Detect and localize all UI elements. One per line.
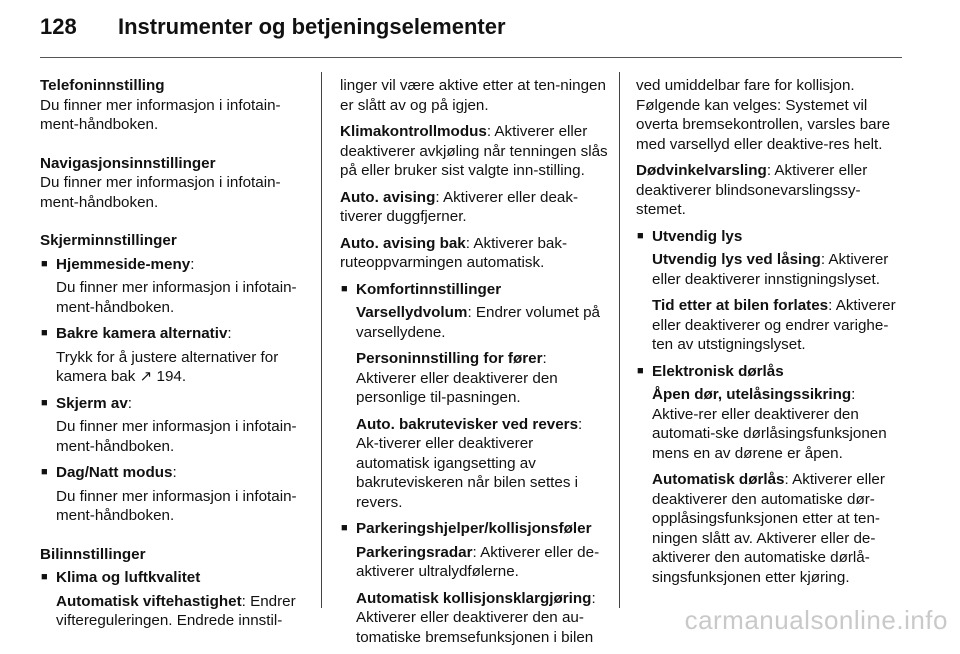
item-term: Hjemmeside-meny — [56, 255, 191, 273]
paragraph — [340, 234, 608, 273]
column-divider — [321, 72, 322, 608]
section-navigasjon — [40, 154, 308, 213]
item-suffix: : — [227, 325, 232, 342]
term: Automatisk dørlås — [652, 471, 785, 488]
continued-text: linger vil være aktive etter at ten-ningen er slått av og på igjen. — [340, 77, 606, 114]
section-telefon — [40, 76, 308, 135]
list-item — [40, 394, 308, 457]
item-desc — [56, 592, 308, 631]
paragraph — [340, 122, 608, 181]
term-desc: : Aktiverer eller deaktiverer avkjøling når tenningen slås på eller bruker sist valgte inn-stilling. — [340, 123, 608, 179]
item-desc: Du finner mer informasjon i infotain-ment-håndboken. — [56, 418, 297, 455]
column-1 — [40, 76, 308, 650]
term: Dødvinkelvarsling — [636, 162, 767, 179]
term-desc: : Aktiverer eller deaktiverer blindsonevarslingssy-stemet. — [636, 162, 868, 218]
list-item — [636, 362, 904, 588]
term-desc: : Aktiverer eller deaktiverer og endrer varighe-ten av utstigningslyset. — [652, 297, 896, 353]
watermark: carmanualsonline.info — [684, 605, 948, 635]
section-heading: Bilinnstillinger — [40, 545, 146, 563]
term-desc: : Endrer volumet på varsellydene. — [356, 304, 600, 341]
section-bil — [40, 545, 308, 631]
item-desc — [652, 250, 904, 289]
term-desc: : Aktiverer eller deaktiverer innstigningslyset. — [652, 251, 889, 288]
continued-text: ved umiddelbar fare for kollisjon. Følgende kan velges: Systemet vil overta bremsekontrollen, varsles bare med varsellyd eller deaktive-res helt. — [636, 77, 891, 153]
column-3 — [636, 76, 904, 594]
term: Auto. bakrutevisker ved revers — [356, 415, 579, 433]
term: Åpen dør, utelåsingssikring — [652, 386, 852, 403]
term-desc: : Aktiverer eller deaktiverer den personlige til-pasningen. — [356, 350, 558, 406]
item-desc — [356, 303, 608, 342]
item-suffix: : — [127, 394, 133, 412]
list-item — [40, 463, 308, 526]
term: Utvendig lys ved låsing — [652, 251, 821, 268]
term-desc: : Ak-tiverer eller deaktiverer automatisk igangsetting av bakruteviskeren når bilen settes i revers. — [356, 415, 583, 511]
paragraph — [340, 188, 608, 227]
term: Automatisk viftehastighet — [56, 592, 242, 610]
list-item — [636, 227, 904, 355]
column-divider — [619, 72, 620, 608]
term-desc: : Aktiverer eller de-aktiverer ultralydfølerne. — [356, 543, 600, 580]
list-item — [40, 568, 308, 631]
item-term: Bakre kamera alternativ — [56, 325, 228, 342]
term: Auto. avising bak — [340, 234, 466, 252]
term-desc: : Aktive-rer eller deaktiverer den automati-ske dørlåsingsfunksjonen mens en av dørene er åpen. — [652, 386, 887, 462]
section-heading: Navigasjonsinnstillinger — [40, 154, 216, 172]
paragraph — [636, 161, 904, 220]
page-header — [40, 14, 506, 40]
page-title: Instrumenter og betjeningselementer — [118, 14, 506, 39]
item-desc — [652, 296, 904, 355]
item-heading: ■ Utvendig lys — [652, 227, 743, 245]
section-heading: Telefoninnstilling — [40, 77, 165, 94]
item-desc — [356, 589, 608, 648]
section-text: Du finner mer informasjon i infotain-ment-håndboken. — [40, 174, 281, 211]
list-item — [40, 255, 308, 318]
section-heading: Skjerminnstillinger — [40, 232, 177, 249]
term-desc: : Aktiverer eller deaktiverer den automatiske dør-opplåsingsfunksjonen etter at ten-ningen slått av. Aktiverer eller de-aktiverer den automatiske dørlå-singsfunksjonen etter kjøring. — [652, 471, 885, 586]
term: Parkeringsradar — [356, 543, 473, 561]
item-desc: Du finner mer informasjon i infotain-ment-håndboken. — [56, 279, 297, 316]
item-desc — [652, 385, 904, 463]
term: Automatisk kollisjonsklargjøring — [356, 589, 592, 607]
item-desc — [356, 543, 608, 582]
term-desc: : Aktiverer eller deaktiverer den au-tomatiske bremsefunksjonen i bilen — [356, 589, 596, 646]
item-heading: ■ Parkeringshjelper/kollisjonsføler — [356, 520, 592, 537]
item-heading: ■ Komfortinnstillinger — [356, 280, 502, 298]
term: Auto. avising — [340, 188, 436, 206]
item-term: Skjerm av — [56, 394, 128, 412]
term: Varsellydvolum — [356, 304, 468, 321]
term-desc: : Aktiverer bak-ruteoppvarmingen automatisk. — [340, 234, 568, 271]
item-heading: ■ Klima og luftkvalitet — [56, 569, 201, 586]
section-skjerm — [40, 231, 308, 526]
item-term: Dag/Natt modus — [56, 464, 173, 481]
term: Klimakontrollmodus — [340, 123, 487, 140]
item-suffix: : — [190, 255, 195, 273]
item-desc — [652, 470, 904, 587]
item-suffix: : — [172, 464, 177, 481]
term: Tid etter at bilen forlates — [652, 297, 829, 314]
term-desc: : Endrer viftereguleringen. Endrede innstil- — [56, 592, 296, 629]
item-desc — [356, 415, 608, 513]
column-2 — [340, 76, 608, 654]
term: Personinnstilling for fører — [356, 350, 543, 367]
list-item — [40, 324, 308, 387]
item-desc — [356, 349, 608, 408]
item-desc: Du finner mer informasjon i infotain-ment-håndboken. — [56, 487, 297, 524]
item-desc: Trykk for å justere alternativer for kamera bak ↗ 194. — [56, 348, 279, 385]
page-number: 128 — [40, 14, 77, 39]
header-divider — [40, 57, 902, 58]
section-text: Du finner mer informasjon i infotain-ment-håndboken. — [40, 96, 281, 133]
term-desc: : Aktiverer eller deak-tiverer duggfjerner. — [340, 188, 579, 225]
list-item — [340, 519, 608, 647]
item-heading: ■ Elektronisk dørlås — [652, 362, 784, 380]
list-item — [340, 280, 608, 513]
